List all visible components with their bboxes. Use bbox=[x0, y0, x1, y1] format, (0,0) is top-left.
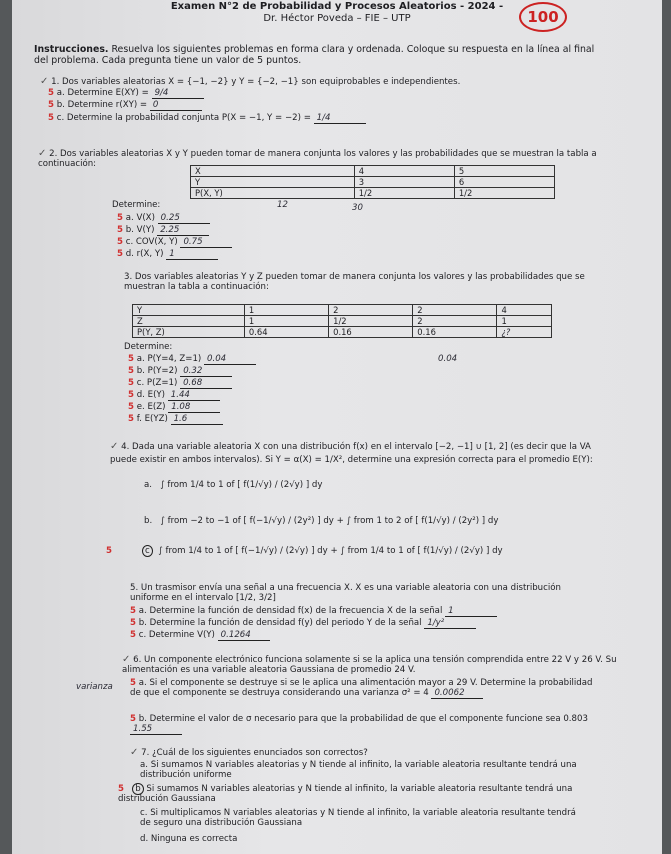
p7-option-a: a. Si sumamos N variables aleatorias y N tiende al infinito, la variable aleatoria resultante tendrá una distribución uniforme bbox=[140, 760, 577, 780]
p6-margin-note: varianza bbox=[76, 682, 113, 692]
p2-determine: Determine: bbox=[112, 200, 161, 210]
check-mark-icon: ✓ bbox=[110, 441, 119, 452]
p3-item-d: 5 d. E(Y) 1.44 bbox=[128, 390, 220, 401]
p3-determine: Determine: bbox=[124, 342, 173, 352]
p5-item-a: 5 a. Determine la función de densidad f(x) de la frecuencia X de la señal 1 bbox=[130, 606, 497, 617]
p3-item-a: 5 a. P(Y=4, Z=1) 0.04 bbox=[128, 354, 256, 365]
p7-option-d: d. Ninguna es correcta bbox=[140, 834, 238, 844]
problem-2: ✓ 2. Dos variables aleatorias X y Y pueden tomar de manera conjunta los valores y las probabilidades que se muestran la tabla a continuación: bbox=[38, 148, 597, 169]
p4-option-a: a. ∫ from 1/4 to 1 of [ f(1/√y) / (2√y) ] dy bbox=[144, 480, 323, 490]
p3-item-c: 5 c. P(Z=1) 0.68 bbox=[128, 378, 232, 389]
p6-item-b: 5 b. Determine el valor de σ necesario para que la probabilidad de que el componente funcione sea 0.803 1.55 bbox=[130, 714, 588, 734]
p5-item-c: 5 c. Determine V(Y) 0.1264 bbox=[130, 630, 270, 641]
check-mark-icon: ✓ bbox=[122, 654, 131, 665]
problem-7: ✓ 7. ¿Cuál de los siguientes enunciados son correctos? bbox=[130, 747, 368, 758]
p3-item-b: 5 b. P(Y=2) 0.32 bbox=[128, 366, 232, 377]
check-mark-icon: ✓ bbox=[40, 76, 49, 87]
check-mark-icon: ✓ bbox=[38, 148, 47, 159]
p2-item-c: 5 c. COV(X, Y) 0.75 bbox=[117, 237, 232, 248]
p1-item-a: 5 a. Determine E(XY) = 9/4 bbox=[48, 88, 204, 99]
p2-item-a: 5 a. V(X) 0.25 bbox=[117, 213, 210, 224]
p2-table: X 4 5 Y 3 6 P(X, Y) 1/2 1/2 bbox=[190, 165, 555, 199]
problem-6: ✓ 6. Un componente electrónico funciona solamente si se la aplica una tensión comprendida entre 22 V y 26 V. Su alimentación es una variable aleatoria Gaussiana de promedio 24 V. bbox=[122, 654, 617, 675]
p5-item-b: 5 b. Determine la función de densidad f(y) del periodo Y de la señal 1/y² bbox=[130, 618, 476, 629]
p7-option-c: c. Si multiplicamos N variables aleatorias y N tiende al infinito, la variable aleatoria resultante tendrá de seguro una distribución Gaussiana bbox=[140, 808, 576, 828]
p1-item-c: 5 c. Determine la probabilidad conjunta P(X = −1, Y = −2) = 1/4 bbox=[48, 113, 366, 124]
p3-item-f: 5 f. E(YZ) 1.6 bbox=[128, 414, 223, 425]
p7-option-b: 5 b Si sumamos N variables aleatorias y N tiende al infinito, la variable aleatoria resultante tendrá una distribución Gaussiana bbox=[118, 784, 573, 804]
exam-sheet bbox=[12, 0, 662, 854]
problem-3: 3. Dos variables aleatorias Y y Z pueden tomar de manera conjunta los valores y las probabilidades que se muestran la tabla a continuación: bbox=[124, 272, 585, 292]
p2-item-d: 5 d. r(X, Y) 1 bbox=[117, 249, 218, 260]
p3-item-e: 5 e. E(Z) 1.08 bbox=[128, 402, 220, 413]
p3-table: Y 1 2 2 4 Z 1 1/2 2 1 P(Y, Z) 0.64 0.16 0.16 ¿? bbox=[132, 304, 552, 338]
p4-option-b: b. ∫ from −2 to −1 of [ f(−1/√y) / (2y²) ] dy + ∫ from 1 to 2 of [ f(1/√y) / (2y²) ] dy bbox=[144, 516, 499, 526]
check-mark-icon: ✓ bbox=[130, 747, 139, 758]
problem-5: 5. Un trasmisor envía una señal a una frecuencia X. X es una variable aleatoria con una distribución uniforme en el intervalo [1/2, 3/2] bbox=[130, 583, 561, 603]
problem-4: ✓ 4. Dada una variable aleatoria X con una distribución f(x) en el intervalo [−2, −1] ∪ [1, 2] (es decir que la VA puede existir en ambos intervalos). Si Y = α(X) = 1/X², determine una expresión correcta para el promedio E(Y): bbox=[110, 441, 593, 465]
score-circle: 100 bbox=[519, 2, 567, 32]
p3-note: 0.04 bbox=[438, 354, 458, 364]
exam-title: Examen N°2 de Probabilidad y Procesos Aleatorios - 2024 - bbox=[170, 1, 504, 12]
p2-item-b: 5 b. V(Y) 2.25 bbox=[117, 225, 209, 236]
exam-author: Dr. Héctor Poveda – FIE – UTP bbox=[263, 13, 411, 24]
selected-circle: c bbox=[142, 545, 153, 557]
instructions: Instrucciones. Resuelva los siguientes problemas en forma clara y ordenada. Coloque su respuesta en la línea al final del problema. Cada pregunta tiene un valor de 5 puntos. bbox=[34, 44, 595, 66]
problem-1: ✓ 1. Dos variables aleatorias X = {−1, −2} y Y = {−2, −1} son equiprobables e independientes. bbox=[40, 76, 461, 87]
p2-note-2: 30 bbox=[352, 203, 363, 213]
p6-item-a: 5 a. Si el componente se destruye si se le aplica una alimentación mayor a 29 V. Determine la probabilidad de que el componente se destruya considerando una varianza σ² = 4 0.0062 bbox=[130, 678, 593, 698]
p1-item-b: 5 b. Determine r(XY) = 0 bbox=[48, 100, 202, 111]
p4-option-c: 5 c ∫ from 1/4 to 1 of [ f(−1/√y) / (2√y) ] dy + ∫ from 1/4 to 1 of [ f(1/√y) / (2√y) ] dy bbox=[106, 546, 503, 556]
p2-note-1: 12 bbox=[277, 200, 288, 210]
